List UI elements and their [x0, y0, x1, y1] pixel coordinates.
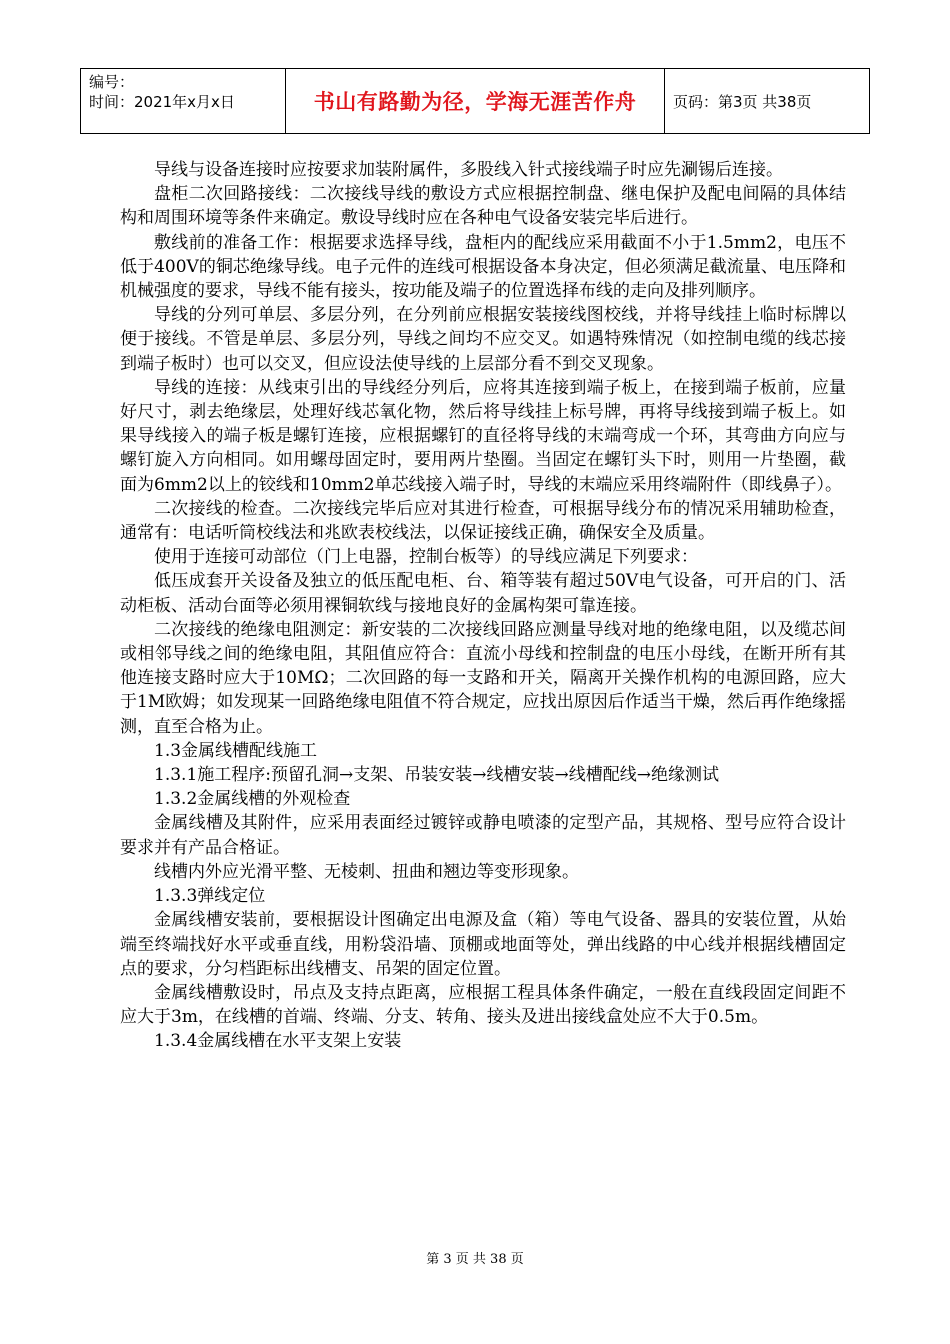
subsection-heading: 1.3.2金属线槽的外观检查: [154, 789, 351, 810]
subsection-heading: 1.3.3弹线定位: [154, 886, 266, 907]
page-footer: [0, 1248, 950, 1267]
paragraph: 敷线前的准备工作：根据要求选择导线，盘柜内的配线应采用截面不小于1.5mm2，电压不低于400V的铜芯绝缘导线。电子元件的连线可根据设备本身决定，但必须满足截流量、电压降和机械强度的要求，导线不能有接头，按功能及端子的位置选择布线的走向及排列顺序。: [120, 232, 846, 302]
document-date: 时间：2021年x月x日: [89, 93, 235, 111]
header-info: [81, 69, 286, 133]
paragraph: 金属线槽及其附件，应采用表面经过镀锌或静电喷漆的定型产品，其规格、型号应符合设计要求并有产品合格证。: [120, 813, 846, 858]
footer-page-number: 第 3 页 共 38 页: [426, 1252, 524, 1267]
paragraph: 低压成套开关设备及独立的低压配电柜、台、箱等装有超过50V电气设备，可开启的门、活动柜板、活动台面等必须用裸铜软线与接地良好的金属构架可靠连接。: [120, 571, 846, 616]
header-motto: 书山有路勤为径，学海无涯苦作舟: [286, 69, 665, 133]
paragraph: 二次接线的绝缘电阻测定：新安装的二次接线回路应测量导线对地的绝缘电阻，以及缆芯间或相邻导线之间的绝缘电阻，其阻值应符合：直流小母线和控制盘的电压小母线，在断开所有其他连接支路时应大于10MΩ；二次回路的每一支路和开关，隔离开关操作机构的电源回路，应大于1M欧姆；如发现某一回路绝缘电阻值不符合规定，应找出原因后作适当干燥，然后再作绝缘摇测，直至合格为止。: [120, 619, 846, 737]
document-body: [120, 158, 846, 1054]
paragraph: 二次接线的检查。二次接线完毕后应对其进行检查，可根据导线分布的情况采用辅助检查，通常有：电话听筒校线法和兆欧表校线法，以保证接线正确，确保安全及质量。: [120, 498, 846, 544]
section-heading: 1.3金属线槽配线施工: [154, 740, 318, 761]
paragraph: 金属线槽敷设时，吊点及支持点距离，应根据工程具体条件确定，一般在直线段固定间距不应大于3m，在线槽的首端、终端、分支、转角、接头及进出接线盒处应不大于0.5m。: [120, 982, 846, 1028]
paragraph: 导线的分列可单层、多层分列，在分列前应根据安装接线图校线，并将导线挂上临时标牌以便于接线。不管是单层、多层分列，导线之间均不应交叉。如遇特殊情况（如控制电缆的线芯接到端子板时）也可以交叉，但应设法使导线的上层部分看不到交叉现象。: [120, 305, 846, 374]
subsection-heading: 1.3.1施工程序:预留孔洞→支架、吊装安装→线槽安装→线槽配线→绝缘测试: [154, 765, 719, 786]
header-page-number: 页码：第3页 共38页: [673, 92, 812, 111]
paragraph: 使用于连接可动部位（门上电器，控制台板等）的导线应满足下列要求：: [154, 547, 698, 568]
paragraph: 导线的连接：从线束引出的导线经分列后，应将其连接到端子板上，在接到端子板前，应量好尺寸，剥去绝缘层，处理好线芯氧化物，然后将导线挂上标号牌，再将导线接到端子板上。如果导线接入的端子板是螺钉连接，应根据螺钉的直径将导线的末端弯成一个环，其弯曲方向应与螺钉旋入方向相同。如用螺母固定时，要用两片垫圈。当固定在螺钉头下时，则用一片垫圈，截面为6mm2以上的铰线和10mm2单芯线接入端子时，导线的末端应采用终端附件（即线鼻子）。: [120, 377, 846, 495]
page-header: [80, 68, 870, 134]
document-number: 编号：: [89, 73, 135, 91]
paragraph: 金属线槽安装前，要根据设计图确定出电源及盒（箱）等电气设备、器具的安装位置，从始端至终端找好水平或垂直线，用粉袋沿墙、顶棚或地面等处，弹出线路的中心线并根据线槽固定点的要求，分匀档距标出线槽支、吊架的固定位置。: [120, 910, 846, 979]
paragraph: 盘柜二次回路接线：二次接线导线的敷设方式应根据控制盘、继电保护及配电间隔的具体结构和周围环境等条件来确定。敷设导线时应在各种电气设备安装完毕后进行。: [120, 184, 846, 229]
paragraph: 线槽内外应光滑平整、无棱刺、扭曲和翘边等变形现象。: [154, 861, 579, 882]
paragraph: 导线与设备连接时应按要求加装附属件，多股线入针式接线端子时应先涮锡后连接。: [154, 160, 783, 180]
subsection-heading: 1.3.4金属线槽在水平支架上安装: [154, 1031, 402, 1052]
